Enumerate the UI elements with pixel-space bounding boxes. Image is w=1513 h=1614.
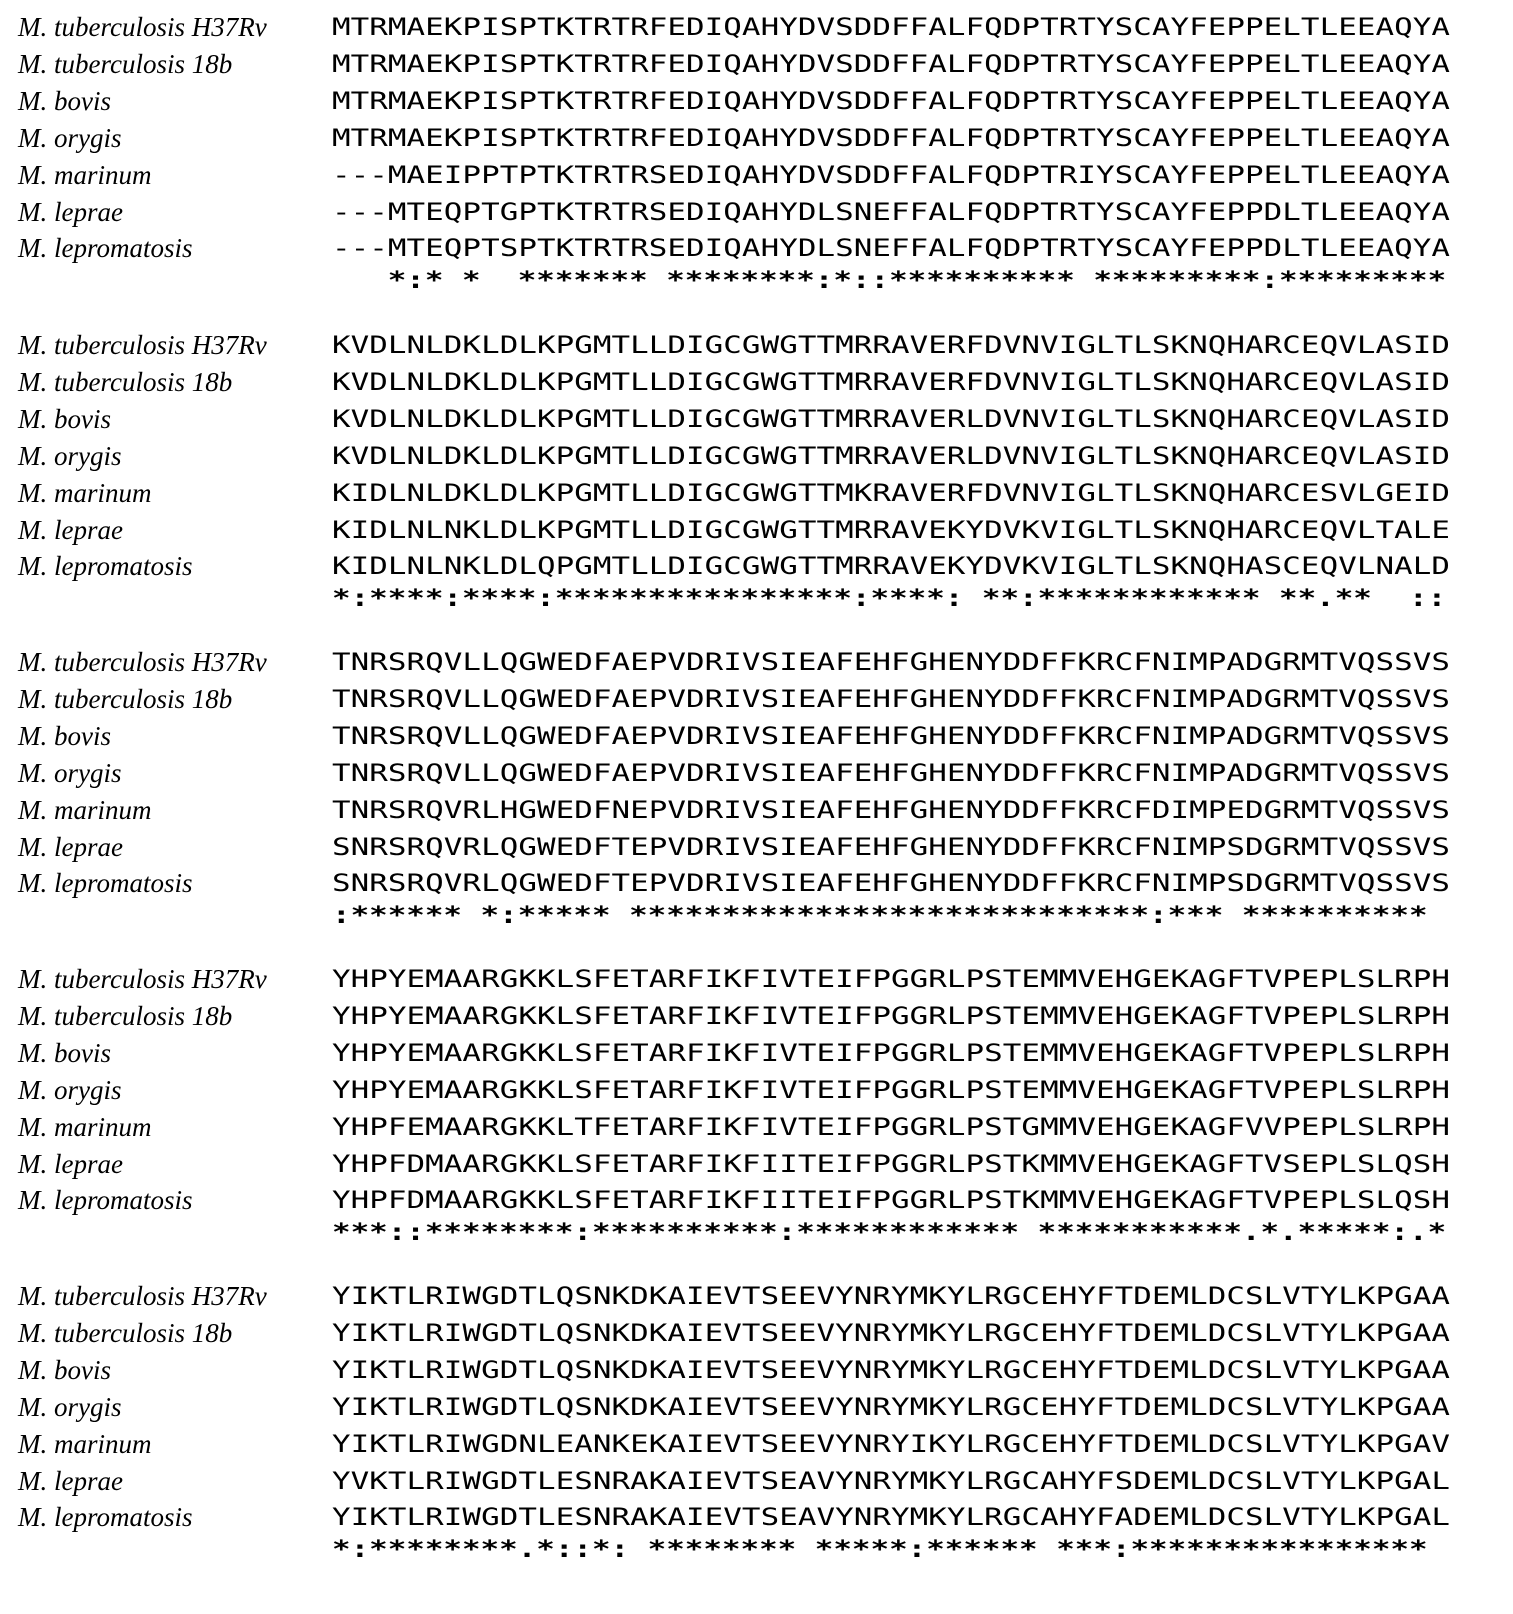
alignment-row [0, 997, 1513, 1035]
alignment-row [0, 156, 1513, 194]
species-label: M. tuberculosis H37Rv [18, 12, 267, 42]
alignment-row [0, 229, 1513, 267]
sequence-text: ---MAEIPPTPTKTRTRSEDIQAHYDVSDDFFALFQDPTRIYSCAYFEPPELTLEEAQYA [332, 160, 1450, 189]
sequence-text: TNRSRQVRLHGWEDFNEPVDRIVSIEAFEHFGHENYDDFFKRCFDIMPEDGRMTVQSSVS [332, 795, 1450, 824]
sequence-text: MTRMAEKPISPTKTRTRFEDIQAHYDVSDDFFALFQDPTRTYSCAYFEPPELTLEEAQYA [332, 86, 1450, 115]
species-label: M. lepromatosis [18, 233, 193, 264]
alignment-row [0, 1462, 1513, 1500]
sequence-text: TNRSRQVLLQGWEDFAEPVDRIVSIEAFEHFGHENYDDFFKRCFNIMPADGRMTVQSSVS [332, 721, 1450, 750]
sequence-text: KVDLNLDKLDLKPGMTLLDIGCGWGTTMRRAVERLDVNVIGLTLSKNQHARCEQVLASID [332, 441, 1450, 470]
alignment-row [0, 1314, 1513, 1352]
species-label: M. marinum [18, 1111, 152, 1142]
species-label: M. orygis [18, 757, 122, 788]
species-label: M. marinum [18, 1428, 152, 1459]
species-label: M. orygis [18, 1074, 122, 1105]
sequence-text: TNRSRQVLLQGWEDFAEPVDRIVSIEAFEHFGHENYDDFFKRCFNIMPADGRMTVQSSVS [332, 758, 1450, 787]
species-label: M. tuberculosis 18b [18, 1000, 233, 1031]
sequence-text: YIKTLRIWGDTLQSNKDKAIEVTSEEVYNRYMKYLRGCEHYFTDEMLDCSLVTYLKPGAA [332, 1392, 1450, 1421]
alignment-row [0, 326, 1513, 364]
alignment-row [0, 474, 1513, 512]
species-label: M. lepromatosis [18, 551, 193, 582]
alignment-block [0, 643, 1513, 943]
alignment-row [0, 828, 1513, 866]
species-label: M. tuberculosis 18b [18, 48, 233, 79]
species-label: M. orygis [18, 1391, 122, 1422]
alignment-row [0, 400, 1513, 438]
species-label: M. leprae [18, 196, 123, 227]
species-label: M. marinum [18, 477, 152, 508]
sequence-text: YIKTLRIWGDTLQSNKDKAIEVTSEEVYNRYMKYLRGCEHYFTDEMLDCSLVTYLKPGAA [332, 1282, 1450, 1310]
sequence-text: YHPYEMAARGKKLSFETARFIKFIVTEIFPGGRLPSTEMMVEHGEKAGFTVPEPLSLRPH [332, 1075, 1450, 1104]
alignment-block [0, 8, 1513, 308]
sequence-text: YIKTLRIWGDTLESNRAKAIEVTSEAVYNRYMKYLRGCAHYFADEMLDCSLVTYLKPGAL [332, 1503, 1450, 1532]
species-label: M. tuberculosis H37Rv [18, 330, 267, 360]
sequence-text: YVKTLRIWGDTLESNRAKAIEVTSEAVYNRYMKYLRGCAHYFSDEMLDCSLVTYLKPGAL [332, 1466, 1450, 1495]
alignment-row [0, 643, 1513, 681]
alignment-row [0, 1145, 1513, 1183]
alignment-row [0, 1351, 1513, 1389]
species-label: M. leprae [18, 1465, 123, 1496]
species-label: M. marinum [18, 159, 152, 190]
sequence-text: KVDLNLDKLDLKPGMTLLDIGCGWGTTMRRAVERLDVNVIGLTLSKNQHARCEQVLASID [332, 404, 1450, 433]
consensus-line: ***::********:**********:************ ***********.*.*****:.* [332, 1218, 1447, 1246]
sequence-text: KIDLNLNKLDLQPGMTLLDIGCGWGTTMRRAVEKYDVKVIGLTLSKNQHASCEQVLNALD [332, 552, 1450, 581]
sequence-text: SNRSRQVRLQGWEDFTEPVDRIVSIEAFEHFGHENYDDFFKRCFNIMPSDGRMTVQSSVS [332, 869, 1450, 898]
sequence-text: YHPFEMAARGKKLTFETARFIKFIVTEIFPGGRLPSTGMMVEHGEKAGFVVPEPLSLRPH [332, 1112, 1450, 1141]
alignment-row [0, 1277, 1513, 1315]
alignment-row [0, 363, 1513, 401]
species-label: M. leprae [18, 1148, 123, 1179]
alignment-row [0, 680, 1513, 718]
alignment-row [0, 717, 1513, 755]
sequence-text: YIKTLRIWGDTLQSNKDKAIEVTSEEVYNRYMKYLRGCEHYFTDEMLDCSLVTYLKPGAA [332, 1318, 1450, 1347]
alignment-row [0, 82, 1513, 120]
species-label: M. bovis [18, 85, 111, 116]
species-label: M. orygis [18, 122, 122, 153]
sequence-text: KIDLNLDKLDLKPGMTLLDIGCGWGTTMKRAVERFDVNVIGLTLSKNQHARCESVLGEID [332, 478, 1450, 507]
alignment-row [0, 1034, 1513, 1072]
alignment-block [0, 1277, 1513, 1577]
sequence-text: KVDLNLDKLDLKPGMTLLDIGCGWGTTMRRAVERFDVNVIGLTLSKNQHARCEQVLASID [332, 367, 1450, 396]
species-label: M. tuberculosis H37Rv [18, 964, 267, 994]
alignment-row [0, 547, 1513, 585]
species-label: M. tuberculosis H37Rv [18, 647, 267, 677]
consensus-line: *:********.*::*: ******** *****:****** ***:**************** [332, 1535, 1428, 1563]
species-label: M. tuberculosis 18b [18, 1317, 233, 1348]
alignment-row [0, 193, 1513, 231]
alignment-row [0, 1181, 1513, 1219]
sequence-text: YHPYEMAARGKKLSFETARFIKFIVTEIFPGGRLPSTEMMVEHGEKAGFTVPEPLSLRPH [332, 1038, 1450, 1067]
sequence-text: KVDLNLDKLDLKPGMTLLDIGCGWGTTMRRAVERFDVNVIGLTLSKNQHARCEQVLASID [332, 331, 1450, 359]
sequence-text: ---MTEQPTGPTKTRTRSEDIQAHYDLSNEFFALFQDPTRTYSCAYFEPPDLTLEEAQYA [332, 197, 1450, 226]
alignment-block [0, 960, 1513, 1260]
species-label: M. bovis [18, 403, 111, 434]
species-label: M. leprae [18, 514, 123, 545]
sequence-text: YHPYEMAARGKKLSFETARFIKFIVTEIFPGGRLPSTEMMVEHGEKAGFTVPEPLSLRPH [332, 965, 1450, 993]
alignment-row [0, 791, 1513, 829]
alignment-row [0, 119, 1513, 157]
species-label: M. lepromatosis [18, 1185, 193, 1216]
species-label: M. orygis [18, 440, 122, 471]
consensus-line: *:****:****:****************:****: **:************ **.** :: [332, 584, 1447, 612]
sequence-text: MTRMAEKPISPTKTRTRFEDIQAHYDVSDDFFALFQDPTRTYSCAYFEPPELTLEEAQYA [332, 13, 1450, 41]
species-label: M. bovis [18, 1037, 111, 1068]
sequence-text: TNRSRQVLLQGWEDFAEPVDRIVSIEAFEHFGHENYDDFFKRCFNIMPADGRMTVQSSVS [332, 684, 1450, 713]
alignment-row [0, 437, 1513, 475]
sequence-text: ---MTEQPTSPTKTRTRSEDIQAHYDLSNEFFALFQDPTRTYSCAYFEPPDLTLEEAQYA [332, 234, 1450, 263]
alignment-row [0, 960, 1513, 998]
alignment-row [0, 1071, 1513, 1109]
alignment-row [0, 754, 1513, 792]
species-label: M. lepromatosis [18, 1502, 193, 1533]
alignment-row [0, 1108, 1513, 1146]
sequence-text: SNRSRQVRLQGWEDFTEPVDRIVSIEAFEHFGHENYDDFFKRCFNIMPSDGRMTVQSSVS [332, 832, 1450, 861]
sequence-text: MTRMAEKPISPTKTRTRFEDIQAHYDVSDDFFALFQDPTRTYSCAYFEPPELTLEEAQYA [332, 49, 1450, 78]
sequence-text: YHPFDMAARGKKLSFETARFIKFIITEIFPGGRLPSTKMMVEHGEKAGFTVPEPLSLQSH [332, 1186, 1450, 1215]
species-label: M. tuberculosis 18b [18, 366, 233, 397]
species-label: M. bovis [18, 1354, 111, 1385]
alignment-row [0, 1498, 1513, 1536]
species-label: M. lepromatosis [18, 868, 193, 899]
alignment-row [0, 864, 1513, 902]
alignment-row [0, 1388, 1513, 1426]
alignment-row [0, 45, 1513, 83]
alignment-row [0, 511, 1513, 549]
species-label: M. tuberculosis H37Rv [18, 1281, 267, 1311]
consensus-line: *:* * ******* ********:*::********** *********:********* [332, 266, 1447, 294]
sequence-text: TNRSRQVLLQGWEDFAEPVDRIVSIEAFEHFGHENYDDFFKRCFNIMPADGRMTVQSSVS [332, 648, 1450, 676]
consensus-line: :****** *:***** ****************************:*** ********** [332, 901, 1428, 929]
species-label: M. marinum [18, 794, 152, 825]
alignment-row [0, 1425, 1513, 1463]
sequence-text: YIKTLRIWGDNLEANKEKAIEVTSEEVYNRYIKYLRGCEHYFTDEMLDCSLVTYLKPGAV [332, 1429, 1450, 1458]
sequence-text: KIDLNLNKLDLKPGMTLLDIGCGWGTTMRRAVEKYDVKVIGLTLSKNQHARCEQVLTALE [332, 515, 1450, 544]
species-label: M. bovis [18, 720, 111, 751]
alignment-row [0, 8, 1513, 46]
species-label: M. leprae [18, 831, 123, 862]
sequence-text: YIKTLRIWGDTLQSNKDKAIEVTSEEVYNRYMKYLRGCEHYFTDEMLDCSLVTYLKPGAA [332, 1355, 1450, 1384]
species-label: M. tuberculosis 18b [18, 683, 233, 714]
alignment-block [0, 326, 1513, 626]
sequence-text: MTRMAEKPISPTKTRTRFEDIQAHYDVSDDFFALFQDPTRTYSCAYFEPPELTLEEAQYA [332, 123, 1450, 152]
sequence-text: YHPFDMAARGKKLSFETARFIKFIITEIFPGGRLPSTKMMVEHGEKAGFTVSEPLSLQSH [332, 1149, 1450, 1178]
sequence-text: YHPYEMAARGKKLSFETARFIKFIVTEIFPGGRLPSTEMMVEHGEKAGFTVPEPLSLRPH [332, 1001, 1450, 1030]
